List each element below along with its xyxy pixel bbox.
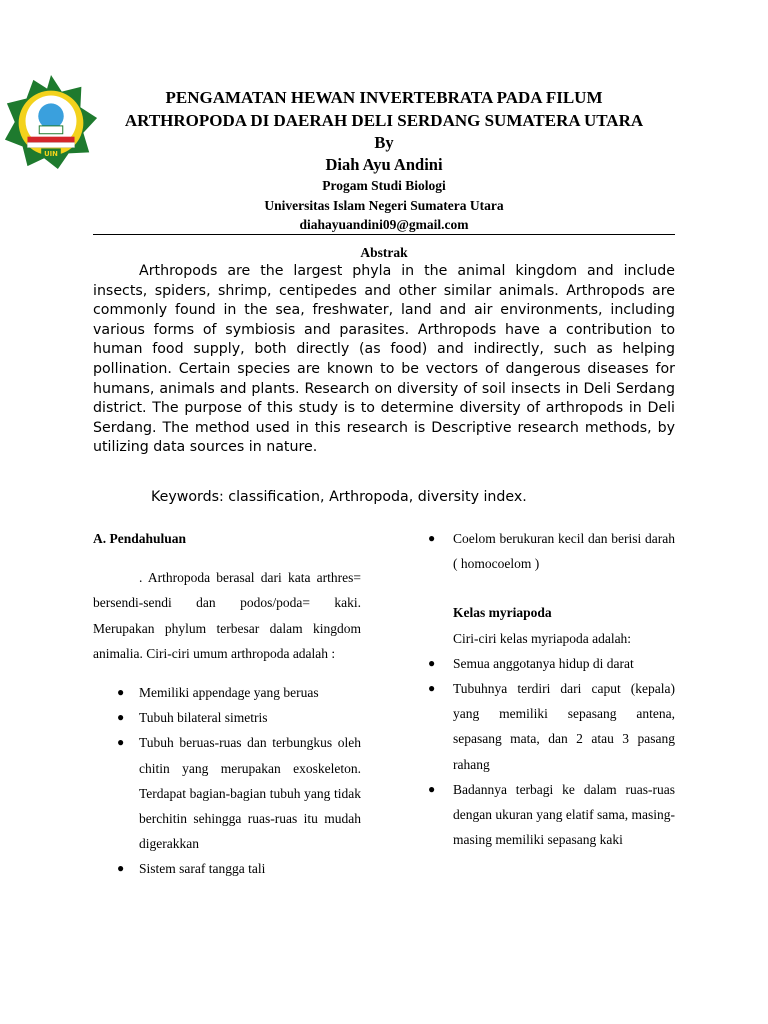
logo-globe (38, 103, 63, 128)
characteristics-list (93, 680, 361, 882)
list-item: ● Tubuh bilateral simetris (93, 705, 361, 730)
list-item: ● Sistem saraf tangga tali (93, 856, 361, 881)
bullet-icon: ● (117, 861, 125, 876)
list-item: ● Memiliki appendage yang beruas (93, 680, 361, 705)
header-divider (93, 234, 675, 235)
myriapoda-intro: Ciri-ciri kelas myriapoda adalah: (453, 630, 632, 646)
paper-title-line-2: ARTHROPODA DI DAERAH DELI SERDANG SUMATERA UTARA (124, 111, 644, 130)
list-item: ● Tubuhnya terdiri dari caput (kepala) yang memiliki sepasang antena, sepasang mata, dan 2 atau 3 pasang rahang (428, 676, 675, 777)
left-column (93, 526, 361, 882)
university-logo (2, 72, 100, 170)
bullet-icon: ● (428, 655, 436, 670)
list-item: ● Semua anggotanya hidup di darat (428, 651, 675, 676)
university-name: Universitas Islam Negeri Sumatera Utara (264, 197, 504, 213)
myriapoda-list (428, 651, 675, 853)
logo-book (39, 126, 63, 134)
logo-flag-red (27, 137, 74, 143)
list-item: ● Tubuh beruas-ruas dan terbungkus oleh chitin yang merupakan exoskeleton. Terdapat bagian-bagian tubuh yang tidak berchitin sehingga ruas-ruas itu mudah digerakkan (93, 730, 361, 856)
bullet-icon: ● (117, 735, 125, 750)
abstract-body: Arthropods are the largest phyla in the animal kingdom and include insects, spiders, shrimp, centipedes and other similar animals. Arthropods are commonly found in the sea, freshwater, land and air environments, including various forms of symbiosis and parasites. Arthropods have a contribution to human food supply, both directly (as food) and indirectly, such as helping pollination. Certain species are known to be vectors of dangerous diseases for humans, animals and plants. Research on diversity of soil insects in Deli Serdang district. The purpose of this study is to determine diversity of arthropods in Deli Serdang. The method used in this research is Descriptive research methods, by utilizing data sources in nature. (93, 263, 675, 456)
bullet-icon: ● (428, 531, 436, 545)
logo-label: UIN (44, 149, 58, 158)
list-item: ● Coelom berukuran kecil dan berisi darah ( homocoelom ) (428, 526, 675, 576)
paper-title-line-1: PENGAMATAN HEWAN INVERTEBRATA PADA FILUM (165, 88, 603, 107)
coelom-list (428, 526, 675, 576)
section-heading: A. Pendahuluan (93, 531, 187, 546)
bullet-icon: ● (117, 710, 125, 725)
study-program: Progam Studi Biologi (322, 178, 446, 193)
by-label: By (374, 133, 394, 152)
right-column (428, 526, 675, 852)
intro-text: . Arthropoda berasal dari kata arthres= bersendi-sendi dan podos/poda= kaki. Merupakan phylum terbesar dalam kingdom animalia. Ciri-ciri umum arthropoda adalah : (93, 570, 361, 661)
author-email: diahayuandini09@gmail.com (299, 217, 469, 232)
bullet-icon: ● (428, 681, 436, 696)
paper-header (100, 86, 668, 235)
list-item: ● Badannya terbagi ke dalam ruas-ruas dengan ukuran yang elatif sama, masing-masing memiliki sepasang kaki (428, 777, 675, 853)
keywords: Keywords: classification, Arthropoda, diversity index. (151, 489, 527, 505)
bullet-icon: ● (428, 781, 436, 796)
intro-paragraph (93, 565, 361, 666)
abstract-title: Abstrak (360, 245, 408, 260)
bullet-icon: ● (117, 685, 125, 700)
myriapoda-heading: Kelas myriapoda (453, 605, 552, 621)
author-name: Diah Ayu Andini (325, 155, 443, 174)
logo-flag-white (27, 143, 74, 148)
